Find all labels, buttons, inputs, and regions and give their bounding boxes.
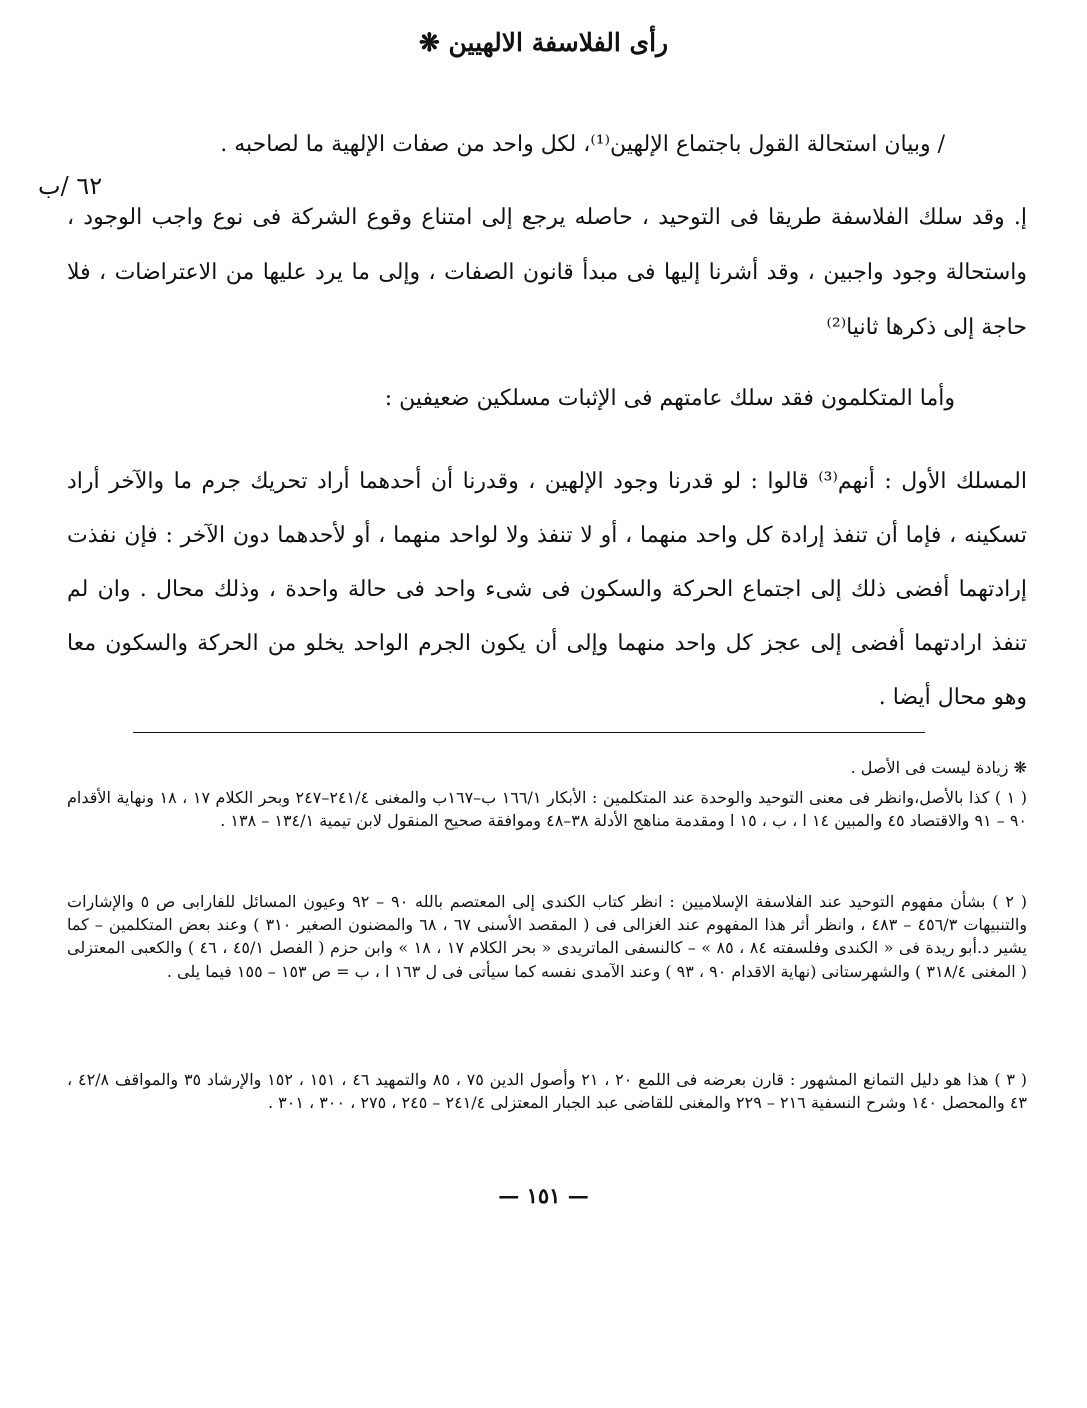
theologians-intro-line: وأما المتكلمون فقد سلك عامتهم فى الإثبات مسلكين ضعيفين :: [384, 386, 955, 411]
page-heading: رأى الفلاسفة الالهيين ❋: [418, 28, 669, 57]
footnote-1: ( ١ ) كذا بالأصل،وانظر فى معنى التوحيد والوحدة عند المتكلمين : الأبكار ١٦٦/١ ب–١٦٧ب والمغنى ٢٤١/٤–٢٤٧ وبحر الكلام ١٧ ، ١٨ ونهاية الأقدام ٩٠ – ٩١ والاقتصاد ٤٥ والمبين ١٤ ا ، ب ، ١٥ ا ومقدمة مناهج الأدلة ٣٨–٤٨ وموافقة صحيح المنقول لابن تيمية ١٣٤/١ – ١٣٨ .: [67, 788, 1028, 831]
footnote-star: ❋ زيادة ليست فى الأصل .: [850, 758, 1027, 777]
first-path-paragraph: [67, 455, 1027, 725]
footnote-separator: [133, 732, 925, 733]
intro-line: / وبيان استحالة القول باجتماع الإلهين⁽¹⁾، لكل واحد من صفات الإلهية ما لصاحبه .: [220, 132, 945, 157]
philosophers-paragraph: [67, 190, 1027, 355]
first-path-paragraph-text: المسلك الأول : أنهم⁽³⁾ قالوا : لو قدرنا وجود الإلهين ، وقدرنا أن أحدهما أراد تحريك جرم ما والآخر أراد تسكينه ، فإما أن تنفذ إرادة كل واحد منهما ، أو لا تنفذ ولا لواحد منهما ، أو لأحدهما دون الآخر : فإن نفذت إرادتهما أفضى ذلك إلى اجتماع الحركة والسكون فى شىء واحد فى حالة واحدة ، وذلك محال . وان لم تنفذ ارادتهما أفضى إلى عجز كل واحد منهما وإلى أن يكون الجرم الواحد يخلو من الحركة والسكون معا وهو محال أيضا .: [67, 469, 1028, 710]
philosophers-paragraph-text: إ. وقد سلك الفلاسفة طريقا فى التوحيد ، حاصله يرجع إلى امتناع وقوع الشركة فى نوع واجب الوجود ، واستحالة وجود واجبين ، وقد أشرنا إليها فى مبدأ قانون الصفات ، وإلى ما يرد عليها من الاعتراضات ، فلا حاجة إلى ذكرها ثانيا⁽²⁾: [67, 205, 1027, 340]
margin-folio-reference: ٦٢ /ب: [38, 172, 103, 200]
page-number: — ١٥١ —: [498, 1183, 589, 1208]
footnote-3: ( ٣ ) هذا هو دليل التمانع المشهور : قارن بعرضه فى اللمع ٢٠ ، ٢١ وأصول الدين ٧٥ ، ٨٥ والتمهيد ٤٦ ، ١٥١ ، ١٥٢ والإرشاد ٣٥ والمواقف ٤٢/٨ ، ٤٣ والمحصل ١٤٠ وشرح النسفية ٢١٦ – ٢٢٩ والمغنى للقاضى عبد الجبار المعتزلى ٢٤١/٤ – ٢٤٥ ، ٢٧٥ ، ٣٠٠ ، ٣٠١ .: [67, 1070, 1028, 1113]
footnote-2: ( ٢ ) بشأن مفهوم التوحيد عند الفلاسفة الإسلاميين : انظر كتاب الكندى إلى المعتصم بالله ٩٠ – ٩٢ وعيون المسائل للفارابى ص ٥ والإشارات والتنبيهات ٤٥٦/٣ – ٤٨٣ ، وانظر أثر هذا المفهوم عند الغزالى فى ( المقصد الأسنى ٦٧ ، ٦٨ والمضنون الصغير ٣١٠ ) وعند بعض المتكلمين – كما يشير د.أبو ريدة فى « الكندى وفلسفته ٨٤ ، ٨٥ » – كالنسفى الماتريدى « بحر الكلام ١٧ ، ١٨ » وابن حزم ( الفصل ٤٥/١ ، ٤٦ ) والكعبى المعتزلى ( المغنى ٣١٨/٤ ) والشهرستانى (نهاية الاقدام ٩٠ ، ٩٣ ) وعند الآمدى نفسه كما سيأتى فى ل ١٦٣ ا ، ب = ص ١٥٣ – ١٥٥ فيما يلى .: [67, 892, 1028, 981]
